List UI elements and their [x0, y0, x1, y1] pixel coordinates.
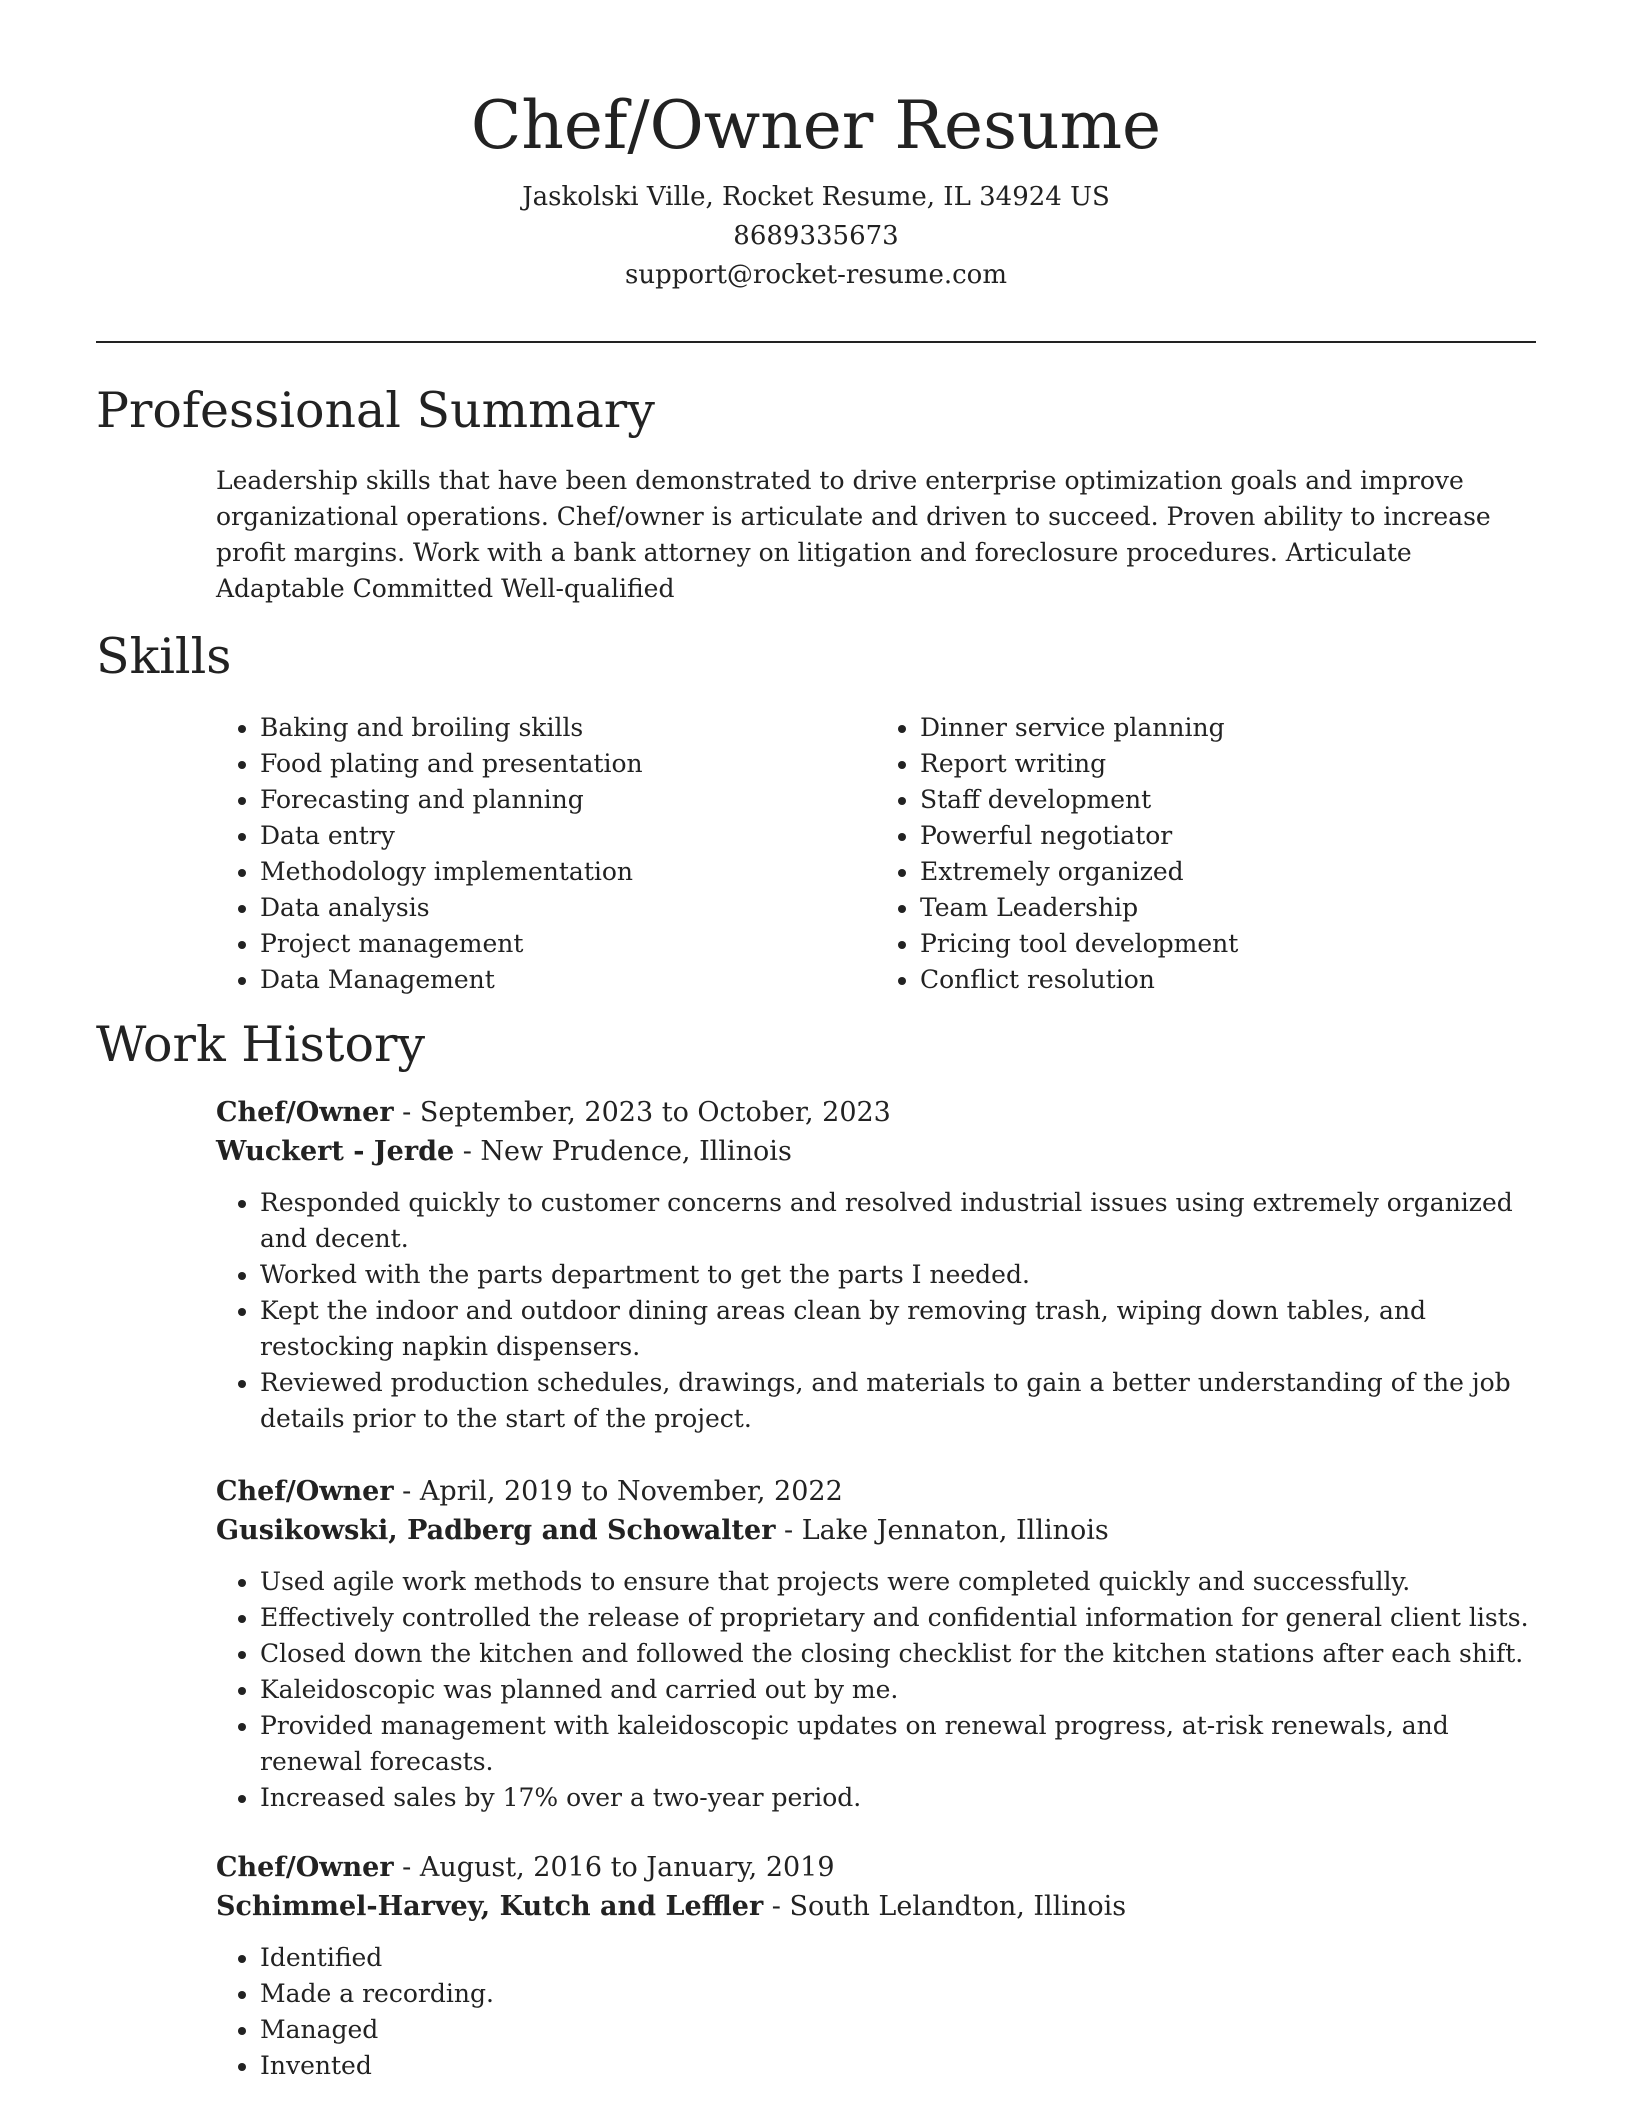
job-location: - South Lelandton, Illinois	[763, 1891, 1127, 1922]
job-bullets	[216, 1564, 1536, 1816]
job-bullet: • Closed down the kitchen and followed the closing checklist for the kitchen stations after each shift.	[260, 1636, 1536, 1672]
skill-item: • Staff development	[920, 782, 1536, 818]
skill-item: • Extremely organized	[920, 854, 1536, 890]
job-company: Schimmel-Harvey, Kutch and Leffler	[216, 1891, 764, 1922]
skill-item: • Data analysis	[260, 890, 876, 926]
job-dates: - April, 2019 to November, 2022	[393, 1476, 843, 1507]
skill-item: • Pricing tool development	[920, 926, 1536, 962]
job-bullet: • Increased sales by 17% over a two-year period.	[260, 1780, 1536, 1816]
skill-item: • Data entry	[260, 818, 876, 854]
skill-item: • Baking and broiling skills	[260, 710, 876, 746]
job-bullet: • Kaleidoscopic was planned and carried out by me.	[260, 1672, 1536, 1708]
job-bullet: • Provided management with kaleidoscopic updates on renewal progress, at-risk renewals, and renewal forecasts.	[260, 1708, 1536, 1780]
resume-header	[96, 82, 1536, 295]
skills-heading: Skills	[96, 628, 232, 685]
skills-column-left	[216, 710, 876, 998]
contact-phone: 8689335673	[733, 221, 899, 251]
skill-item: • Methodology implementation	[260, 854, 876, 890]
job-location: - Lake Jennaton, Illinois	[775, 1515, 1109, 1546]
job-bullet: • Identified	[260, 1940, 1536, 1976]
job-company-line	[216, 1887, 1536, 1926]
job-location: - New Prudence, Illinois	[454, 1136, 792, 1167]
job-dates: - August, 2016 to January, 2019	[393, 1852, 835, 1883]
contact-address: Jaskolski Ville, Rocket Resume, IL 34924 US	[522, 182, 1110, 212]
job-company: Wuckert - Jerde	[216, 1136, 455, 1167]
skill-item: • Forecasting and planning	[260, 782, 876, 818]
job-title-line	[216, 1093, 1536, 1132]
job-entry	[216, 1472, 1536, 1816]
job-bullet: • Used agile work methods to ensure that projects were completed quickly and successfully.	[260, 1564, 1536, 1600]
job-title-line	[216, 1472, 1536, 1511]
skill-item: • Dinner service planning	[920, 710, 1536, 746]
header-divider	[96, 341, 1536, 343]
job-company-line	[216, 1511, 1536, 1550]
job-entry	[216, 1093, 1536, 1437]
summary-text: Leadership skills that have been demonstrated to drive enterprise optimization goals and improve organizational operations. Chef/owner is articulate and driven to succeed. Proven ability to increase profit margins. Work with a bank attorney on litigation and foreclosure procedures. Articulate Adaptable Committed Well-qualified	[216, 466, 1491, 603]
skill-item: • Conflict resolution	[920, 962, 1536, 998]
skill-item: • Project management	[260, 926, 876, 962]
skill-item: • Report writing	[920, 746, 1536, 782]
skills-column-right	[876, 710, 1536, 998]
job-company: Gusikowski, Padberg and Schowalter	[216, 1515, 776, 1546]
job-bullet: • Invented	[260, 2048, 1536, 2084]
resume-title: Chef/Owner Resume	[470, 87, 1162, 164]
contact-email: support@rocket-resume.com	[624, 260, 1007, 290]
job-title: Chef/Owner	[216, 1476, 394, 1507]
job-bullet: • Managed	[260, 2012, 1536, 2048]
job-entry	[216, 1848, 1536, 2084]
job-bullet: • Effectively controlled the release of proprietary and confidential information for general client lists.	[260, 1600, 1536, 1636]
job-bullet: • Made a recording.	[260, 1976, 1536, 2012]
job-bullet: • Worked with the parts department to get the parts I needed.	[260, 1257, 1536, 1293]
job-bullets	[216, 1185, 1536, 1437]
job-company-line	[216, 1132, 1536, 1171]
job-title: Chef/Owner	[216, 1852, 394, 1883]
job-bullet: • Kept the indoor and outdoor dining areas clean by removing trash, wiping down tables, and restocking napkin dispensers.	[260, 1293, 1536, 1365]
job-title: Chef/Owner	[216, 1097, 394, 1128]
skill-item: • Powerful negotiator	[920, 818, 1536, 854]
skill-item: • Data Management	[260, 962, 876, 998]
job-dates: - September, 2023 to October, 2023	[393, 1097, 891, 1128]
skill-item: • Food plating and presentation	[260, 746, 876, 782]
job-title-line	[216, 1848, 1536, 1887]
skill-item: • Team Leadership	[920, 890, 1536, 926]
summary-heading: Professional Summary	[96, 382, 655, 439]
job-bullet: • Responded quickly to customer concerns and resolved industrial issues using extremely organized and decent.	[260, 1185, 1536, 1257]
work-history-heading: Work History	[96, 1016, 426, 1073]
skills-list	[216, 710, 1536, 998]
job-bullets	[216, 1940, 1536, 2084]
job-bullet: • Reviewed production schedules, drawings, and materials to gain a better understanding of the job details prior to the start of the project.	[260, 1365, 1536, 1437]
